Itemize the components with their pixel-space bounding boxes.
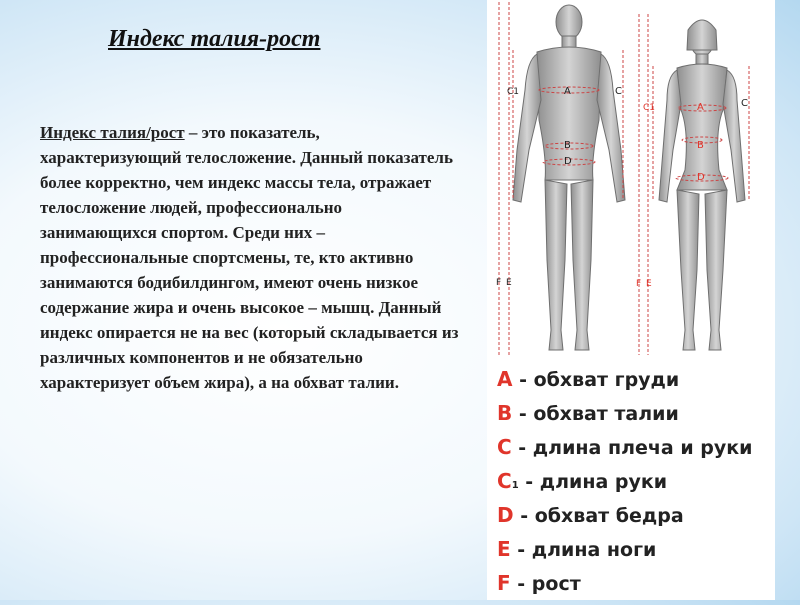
male-label-d: D: [564, 156, 572, 167]
legend-code-sub: 1: [511, 480, 519, 491]
description-text: – это показатель, характеризующий телосложение. Данный показатель более корректно, чем индекс массы тела, отражает телосложение людей, профессионально занимающихся спортом. Среди них – профессиональные спортсмены, те, кто активно занимаются бодибилдингом, имеют очень низкое содержание жира и очень высокое – мышц. Данный индекс опирается не на вес (который складывается из различных компонентов и не обязательно характеризует объем жира), а на обхват талии.: [40, 123, 459, 392]
measurement-legend: [497, 362, 782, 600]
legend-desc: - длина ноги: [510, 539, 657, 561]
legend-item-c: [497, 430, 782, 464]
female-label-d: D: [697, 172, 705, 183]
legend-code: C: [497, 435, 512, 459]
legend-desc: - длина плеча и руки: [511, 437, 753, 459]
legend-item-d: [497, 498, 782, 532]
female-label-f: F: [636, 279, 642, 289]
legend-code: E: [497, 537, 511, 561]
legend-code: F: [497, 571, 511, 595]
legend-code: D: [497, 503, 514, 527]
legend-item-e: [497, 532, 782, 566]
male-label-c1: C1: [507, 87, 520, 97]
legend-item-a: [497, 362, 782, 396]
legend-code: A: [497, 367, 513, 391]
male-label-c: C: [615, 86, 622, 97]
description-paragraph: [40, 120, 460, 395]
female-label-c: C: [741, 98, 748, 109]
male-label-f: F: [496, 278, 502, 288]
body-figures-illustration: [487, 0, 775, 360]
female-label-a: A: [697, 102, 704, 113]
legend-desc: - длина руки: [518, 471, 668, 493]
index-term: Индекс талия/рост: [40, 123, 185, 142]
legend-item-c1: [497, 464, 782, 498]
female-label-e: E: [646, 279, 652, 289]
legend-item-b: [497, 396, 782, 430]
legend-item-f: [497, 566, 782, 600]
legend-code: B: [497, 401, 513, 425]
legend-desc: - обхват талии: [512, 403, 679, 425]
page-title: Индекс талия-рост: [108, 26, 321, 52]
female-label-c1: C1: [643, 103, 656, 113]
female-figure: [659, 20, 745, 350]
legend-desc: - обхват бедра: [513, 505, 684, 527]
male-label-a: A: [564, 86, 571, 97]
female-label-b: B: [697, 140, 704, 151]
male-label-e: E: [506, 278, 512, 288]
male-figure: [513, 5, 625, 350]
male-label-b: B: [564, 140, 571, 151]
legend-code: C: [497, 469, 512, 493]
legend-desc: - рост: [510, 573, 581, 595]
legend-desc: - обхват груди: [512, 369, 680, 391]
